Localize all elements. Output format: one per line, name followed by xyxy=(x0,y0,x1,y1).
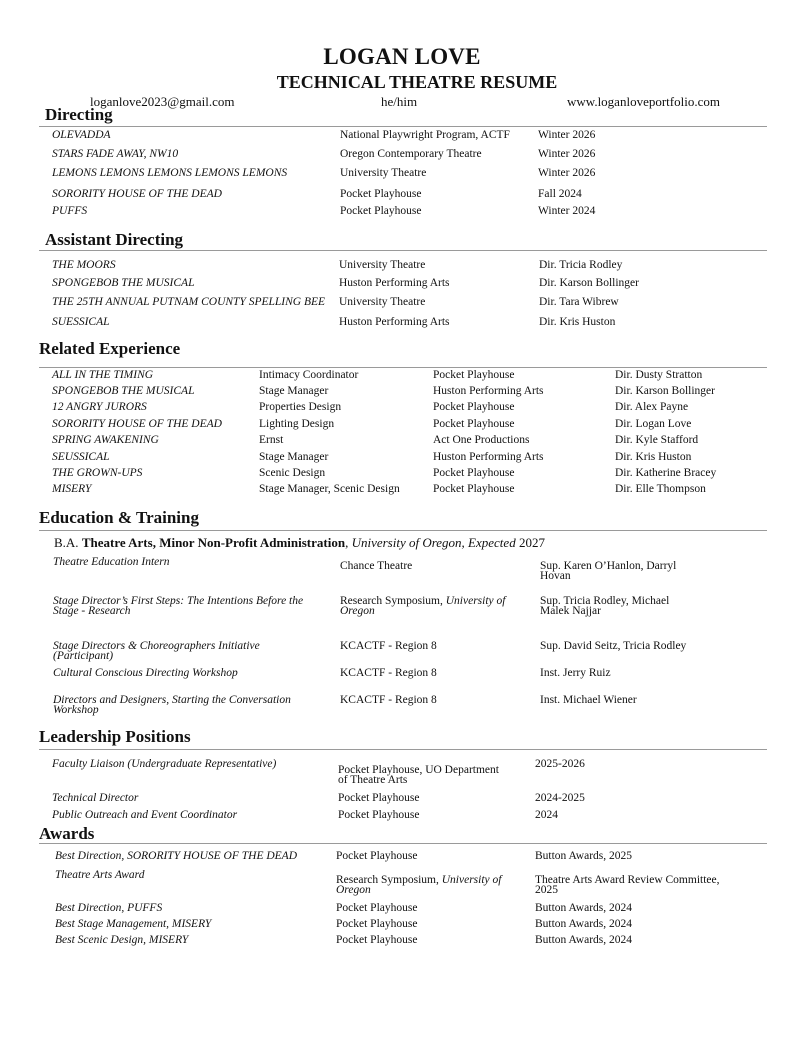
training-supervisor: Hovan xyxy=(540,570,571,582)
training-title: Stage Director’s First Steps: The Intentions Before the xyxy=(53,595,304,607)
assistant-directing-director: Dir. Tricia Rodley xyxy=(539,259,623,271)
training-title: Cultural Conscious Directing Workshop xyxy=(53,667,238,679)
training-supervisor: Inst. Michael Wiener xyxy=(540,694,637,706)
section-divider xyxy=(39,367,767,368)
award-org-school: University of xyxy=(441,874,502,886)
directing-venue: Oregon Contemporary Theatre xyxy=(340,148,482,160)
assistant-directing-director: Dir. Tara Wibrew xyxy=(539,296,619,308)
degree-major: Theatre Arts, Minor Non-Profit Administration xyxy=(81,535,346,550)
directing-title: OLEVADDA xyxy=(52,129,111,141)
assistant-directing-venue: Huston Performing Arts xyxy=(339,316,450,328)
directing-date: Winter 2026 xyxy=(538,129,596,141)
section-divider xyxy=(39,126,767,127)
award-org: Pocket Playhouse xyxy=(336,850,418,862)
assistant-directing-title: SPONGEBOB THE MUSICAL xyxy=(52,277,195,289)
experience-director: Dir. Katherine Bracey xyxy=(615,467,717,479)
training-org-school: University of xyxy=(445,595,506,607)
directing-venue: Pocket Playhouse xyxy=(340,188,422,200)
experience-role: Scenic Design xyxy=(259,467,326,479)
award-giver: Theatre Arts Award Review Committee, xyxy=(535,874,720,886)
leadership-title: Public Outreach and Event Coordinator xyxy=(52,809,238,821)
section-divider xyxy=(39,749,767,750)
experience-venue: Huston Performing Arts xyxy=(433,451,544,463)
award-title: Best Direction, PUFFS xyxy=(55,902,163,914)
assistant-directing-venue: Huston Performing Arts xyxy=(339,277,450,289)
experience-director: Dir. Karson Bollinger xyxy=(615,385,715,397)
resume-subtitle: TECHNICAL THEATRE RESUME xyxy=(276,72,558,92)
award-org: Pocket Playhouse xyxy=(336,934,418,946)
training-org-name: Research Symposium, xyxy=(340,595,446,607)
contact-email[interactable]: loganlove2023@gmail.com xyxy=(90,94,235,109)
experience-venue: Huston Performing Arts xyxy=(433,385,544,397)
award-giver: 2025 xyxy=(535,884,558,896)
experience-role: Stage Manager xyxy=(259,451,329,463)
section-heading-education: Education & Training xyxy=(39,508,199,527)
experience-title: THE GROWN-UPS xyxy=(52,467,143,479)
directing-venue: University Theatre xyxy=(340,167,427,179)
experience-venue: Pocket Playhouse xyxy=(433,418,515,430)
section-divider xyxy=(39,530,767,531)
section-divider xyxy=(39,843,767,844)
experience-role: Ernst xyxy=(259,434,284,446)
directing-date: Winter 2026 xyxy=(538,167,596,179)
award-giver: Button Awards, 2024 xyxy=(535,902,633,914)
assistant-directing-title: SUESSICAL xyxy=(52,316,110,328)
award-title: Best Stage Management, MISERY xyxy=(55,918,212,930)
directing-date: Winter 2024 xyxy=(538,205,596,217)
degree-line xyxy=(54,535,545,551)
section-heading-awards: Awards xyxy=(39,824,95,843)
degree-school: University of Oregon, Expected xyxy=(351,535,516,550)
assistant-directing-director: Dir. Karson Bollinger xyxy=(539,277,639,289)
assistant-directing-title: THE MOORS xyxy=(52,259,116,271)
award-org: Pocket Playhouse xyxy=(336,918,418,930)
training-org: KCACTF - Region 8 xyxy=(340,667,437,679)
section-heading-leadership: Leadership Positions xyxy=(39,727,191,746)
leadership-title: Technical Director xyxy=(52,792,139,804)
leadership-dates: 2024 xyxy=(535,809,558,821)
experience-role: Intimacy Coordinator xyxy=(259,369,359,381)
directing-title: SORORITY HOUSE OF THE DEAD xyxy=(52,188,222,200)
experience-director: Dir. Logan Love xyxy=(615,418,692,430)
section-heading-directing: Directing xyxy=(45,105,113,124)
training-supervisor: Inst. Jerry Ruiz xyxy=(540,667,611,679)
experience-title: MISERY xyxy=(52,483,92,495)
award-title: Theatre Arts Award xyxy=(55,869,145,881)
training-title: (Participant) xyxy=(53,650,114,662)
experience-title: 12 ANGRY JURORS xyxy=(52,401,147,413)
experience-venue: Pocket Playhouse xyxy=(433,401,515,413)
experience-role: Properties Design xyxy=(259,401,342,413)
section-heading-related-experience: Related Experience xyxy=(39,339,181,358)
experience-title: ALL IN THE TIMING xyxy=(52,369,154,381)
experience-title: SPONGEBOB THE MUSICAL xyxy=(52,385,195,397)
training-title: Directors and Designers, Starting the Conversation xyxy=(53,694,291,706)
training-org: Oregon xyxy=(340,605,375,617)
leadership-org: Pocket Playhouse xyxy=(338,792,420,804)
directing-date: Winter 2026 xyxy=(538,148,596,160)
resume-name: LOGAN LOVE xyxy=(323,44,481,69)
training-supervisor: Sup. Tricia Rodley, Michael xyxy=(540,595,670,607)
award-org: Pocket Playhouse xyxy=(336,902,418,914)
award-title: Best Direction, SORORITY HOUSE OF THE DEAD xyxy=(55,850,298,862)
training-title: Workshop xyxy=(53,704,99,716)
leadership-org: Pocket Playhouse, UO Department xyxy=(338,764,499,776)
experience-role: Stage Manager, Scenic Design xyxy=(259,483,400,495)
experience-director: Dir. Dusty Stratton xyxy=(615,369,703,381)
experience-venue: Pocket Playhouse xyxy=(433,483,515,495)
contact-website[interactable]: www.loganloveportfolio.com xyxy=(567,94,720,109)
award-giver: Button Awards, 2024 xyxy=(535,934,633,946)
experience-venue: Pocket Playhouse xyxy=(433,467,515,479)
experience-director: Dir. Elle Thompson xyxy=(615,483,706,495)
assistant-directing-director: Dir. Kris Huston xyxy=(539,316,616,328)
award-giver: Button Awards, 2024 xyxy=(535,918,633,930)
directing-title: PUFFS xyxy=(52,205,88,217)
directing-title: STARS FADE AWAY, NW10 xyxy=(52,148,179,160)
degree-prefix: B.A. xyxy=(54,535,82,550)
experience-title: SEUSSICAL xyxy=(52,451,110,463)
training-title: Theatre Education Intern xyxy=(53,556,170,568)
experience-role: Lighting Design xyxy=(259,418,335,430)
training-org: KCACTF - Region 8 xyxy=(340,640,437,652)
section-divider xyxy=(39,250,767,251)
directing-venue: National Playwright Program, ACTF xyxy=(340,129,510,141)
assistant-directing-title: THE 25TH ANNUAL PUTNAM COUNTY SPELLING BEE xyxy=(52,296,326,308)
leadership-dates: 2025-2026 xyxy=(535,758,585,770)
experience-role: Stage Manager xyxy=(259,385,329,397)
training-org: Chance Theatre xyxy=(340,560,413,572)
training-supervisor: Malek Najjar xyxy=(540,605,601,617)
leadership-title: Faculty Liaison (Undergraduate Representative) xyxy=(52,758,277,770)
training-title: Stage - Research xyxy=(53,605,131,617)
experience-director: Dir. Kyle Stafford xyxy=(615,434,699,446)
degree-year: 2027 xyxy=(515,535,545,550)
experience-title: SPRING AWAKENING xyxy=(52,434,159,446)
assistant-directing-venue: University Theatre xyxy=(339,259,426,271)
leadership-dates: 2024-2025 xyxy=(535,792,585,804)
experience-venue: Act One Productions xyxy=(433,434,530,446)
training-title: Stage Directors & Choreographers Initiative xyxy=(53,640,260,652)
experience-director: Dir. Kris Huston xyxy=(615,451,692,463)
directing-title: LEMONS LEMONS LEMONS LEMONS LEMONS xyxy=(52,167,288,179)
training-org: KCACTF - Region 8 xyxy=(340,694,437,706)
experience-director: Dir. Alex Payne xyxy=(615,401,689,413)
leadership-org: of Theatre Arts xyxy=(338,774,408,786)
degree-separator: , xyxy=(345,535,352,550)
award-org-name: Research Symposium, xyxy=(336,874,442,886)
leadership-org: Pocket Playhouse xyxy=(338,809,420,821)
section-heading-assistant-directing: Assistant Directing xyxy=(45,230,184,249)
award-title: Best Scenic Design, MISERY xyxy=(55,934,189,946)
training-supervisor: Sup. Karen O’Hanlon, Darryl xyxy=(540,560,677,572)
training-supervisor: Sup. David Seitz, Tricia Rodley xyxy=(540,640,687,652)
experience-title: SORORITY HOUSE OF THE DEAD xyxy=(52,418,222,430)
experience-venue: Pocket Playhouse xyxy=(433,369,515,381)
award-giver: Button Awards, 2025 xyxy=(535,850,633,862)
directing-venue: Pocket Playhouse xyxy=(340,205,422,217)
contact-pronouns: he/him xyxy=(381,94,418,109)
award-org: Oregon xyxy=(336,884,371,896)
directing-date: Fall 2024 xyxy=(538,188,582,200)
assistant-directing-venue: University Theatre xyxy=(339,296,426,308)
